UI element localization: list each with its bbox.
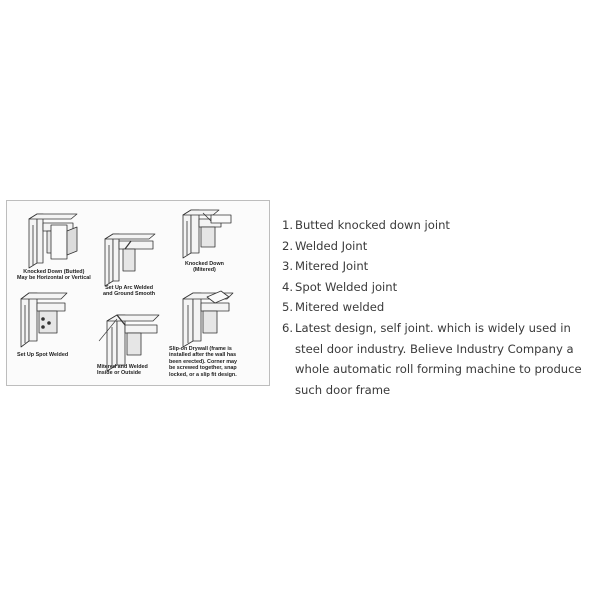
list-item-text: Mitered Joint	[295, 259, 369, 274]
door-frame-joint-diagram	[6, 200, 270, 386]
list-item-number: 3.	[282, 259, 294, 274]
set-up-arc-welded-illustration	[105, 234, 155, 286]
list-item-text: Welded Joint	[295, 238, 368, 253]
mitered-and-welded-illustration	[99, 315, 159, 371]
list-item	[282, 215, 596, 236]
set-up-spot-welded-illustration	[21, 293, 67, 347]
list-item-text: Spot Welded joint	[295, 279, 398, 294]
caption-knocked-down-butted: Knocked Down (Butted) May be Horizontal or Vertical	[17, 269, 91, 282]
slip-on-drywall-illustration	[183, 291, 233, 347]
list-item-number: 6.	[282, 320, 294, 335]
list-item	[282, 277, 596, 298]
knocked-down-mitered-illustration	[183, 210, 231, 258]
list-item-number: 5.	[282, 300, 294, 315]
list-item	[282, 236, 596, 257]
knocked-down-butted-illustration	[29, 214, 77, 268]
caption-mitered-and-welded: Mitered and Welded Inside or Outside	[97, 364, 148, 377]
list-item-number: 4.	[282, 279, 294, 294]
caption-slip-on-drywall: Slip-on Drywall (frame is installed after the wall has been erected). Corner may be screwed together, snap locked, or a slip fit design.	[169, 346, 238, 378]
list-item	[282, 297, 596, 318]
caption-set-up-spot-welded: Set Up Spot Welded	[17, 352, 69, 358]
caption-knocked-down-mitered: Knocked Down (Mitered)	[185, 261, 224, 274]
caption-set-up-arc-welded: Set Up Arc Welded and Ground Smooth	[103, 285, 156, 298]
list-item	[282, 256, 596, 277]
list-item	[282, 318, 596, 400]
list-item-text: Mitered welded	[295, 300, 385, 315]
list-item-text: Latest design, self joint. which is widely used in steel door industry. Believe Industry Company a whole automatic roll forming machine to produce such door frame	[295, 320, 582, 397]
joint-type-list	[282, 215, 596, 400]
list-item-number: 1.	[282, 218, 294, 232]
list-item-text: Butted knocked down joint	[295, 218, 450, 232]
list-item-number: 2.	[282, 238, 294, 253]
